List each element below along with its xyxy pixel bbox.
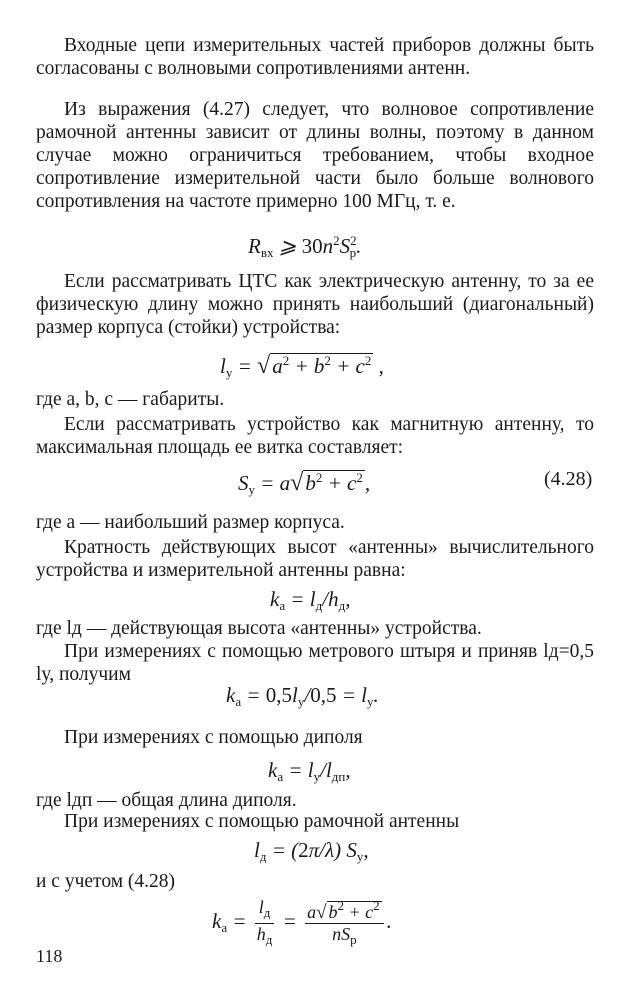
paragraph-13: и с учетом (4.28)	[36, 871, 176, 892]
paragraph-5: Если рассматривать устройство как магнитную антенну, то максимальная площадь ее витка составляет:	[36, 414, 594, 458]
fraction-area-nsp: $\frac{a√ b^2 + c^2}{nS_р}$	[305, 896, 384, 950]
formula-whip: $k_a = 0,5l_у/0,5 = l_у$.	[226, 683, 379, 709]
formula-area: $S_у = a√b^2 + c^2$,	[238, 470, 371, 497]
paragraph-10: При измерениях с помощью диполя	[64, 727, 363, 748]
page-number: 118	[36, 946, 63, 966]
equation-number: (4.28)	[544, 468, 593, 490]
formula-loop-ratio: $k_a$ = $\frac{l_д}{h_д}$ = $\frac{a√ b^2 + c^2}{nS_р}$ .	[212, 896, 392, 950]
paragraph-4: где a, b, c — габариты.	[36, 389, 225, 410]
paragraph-6: где a — наибольший размер корпуса.	[36, 512, 345, 533]
formula-loop-length: $l_д = (2\pi/\lambda)$ $S_у$,	[254, 838, 369, 864]
formula-ratio: $k_a = l_д/h_д$,	[270, 587, 351, 613]
paragraph-2: Из выражения (4.27) следует, что волновое сопротивление рамочной антенны зависит от длины волны, поэтому в данном случае можно ограничиться требованием, чтобы входное сопротивление измерительной части было больше волнового сопротивления на частоте примерно 100 МГц, т. е.	[36, 99, 594, 212]
paragraph-9: При измерениях с помощью метрового штыря и приняв lд=0,5 lу, получим	[36, 641, 594, 685]
formula-dipole: $k_a = l_у/l_{дп}$,	[268, 758, 351, 784]
paragraph-11: где lдп — общая длина диполя.	[36, 790, 297, 811]
formula-length: $l_у = √a^2 + b^2 + c^2$ ,	[220, 353, 384, 380]
paragraph-1: Входные цепи измерительных частей приборов должны быть согласованы с волновыми сопротивлениями антенн.	[36, 35, 594, 79]
paragraph-12: При измерениях с помощью рамочной антенны	[64, 811, 460, 832]
fraction-ld-hd: $\frac{l_д}{h_д}$	[256, 896, 273, 947]
paragraph-8: где lд — действующая высота «антенны» устройства.	[36, 618, 482, 639]
formula-r-input: $R_{вх}$ ⩾ $30n^2S^2_р$.	[248, 233, 362, 260]
paragraph-7: Кратность действующих высот «антенны» вычислительного устройства и измерительной антенны равна:	[36, 537, 594, 581]
paragraph-3: Если рассматривать ЦТС как электрическую антенну, то за ее физическую длину можно принять наибольший (диагональный) размер корпуса (стойки) устройства:	[36, 271, 594, 338]
